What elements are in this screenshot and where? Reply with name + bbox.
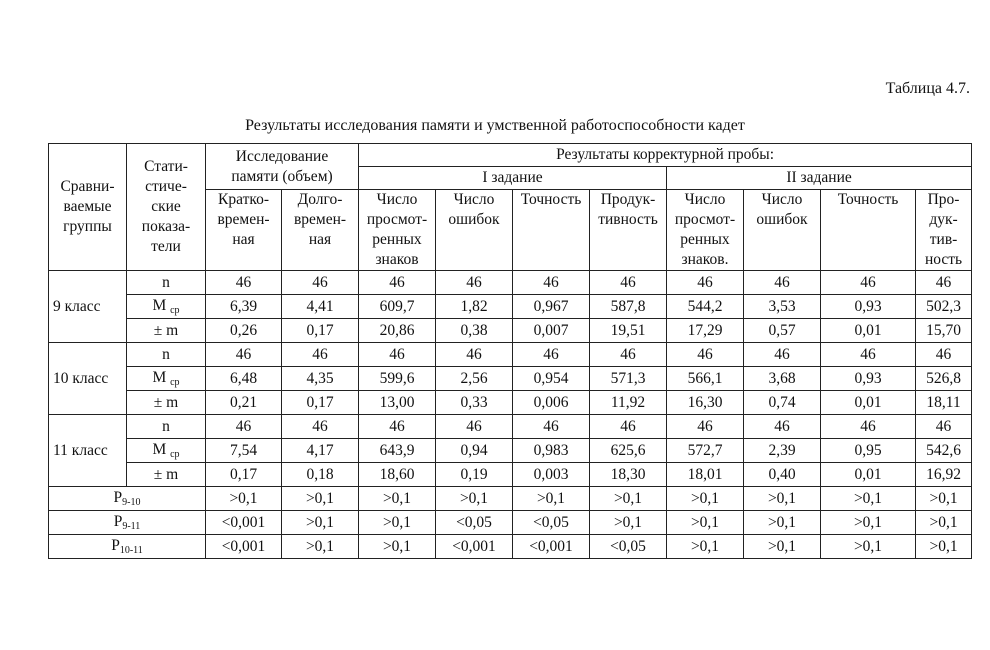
stat-label-text: ± m <box>153 393 179 411</box>
p-value-cell: >0,1 <box>821 535 916 559</box>
table-cell: 544,2 <box>667 295 744 319</box>
table-cell: 46 <box>916 415 972 439</box>
stat-label-text: n <box>162 273 170 291</box>
table-cell: 17,29 <box>667 319 744 343</box>
table-cell: 0,983 <box>513 439 590 463</box>
stat-label <box>127 271 206 295</box>
p-value-row <box>49 487 972 511</box>
stat-label <box>127 343 206 367</box>
header-t1-productivity: Продук- тивность <box>590 190 667 271</box>
table-cell: 0,93 <box>821 367 916 391</box>
p-value-cell: >0,1 <box>436 487 513 511</box>
table-cell: 4,35 <box>282 367 359 391</box>
p-value-cell: >0,1 <box>206 487 282 511</box>
table-cell: 13,00 <box>359 391 436 415</box>
table-cell: 572,7 <box>667 439 744 463</box>
table-cell: 0,94 <box>436 439 513 463</box>
header-t1-accuracy: Точность <box>513 190 590 271</box>
header-stats: Стати- стиче- ские показа- тели <box>127 144 206 271</box>
table-number: Таблица 4.7. <box>885 80 970 97</box>
p-value-cell: >0,1 <box>744 487 821 511</box>
p-value-cell: >0,1 <box>667 535 744 559</box>
stat-label <box>127 439 206 463</box>
table-cell: 599,6 <box>359 367 436 391</box>
header-task2: II задание <box>667 167 972 190</box>
table-cell: 0,967 <box>513 295 590 319</box>
table-row <box>49 439 972 463</box>
table-cell: 16,92 <box>916 463 972 487</box>
table-body <box>49 271 972 559</box>
stat-label-subscript: ср <box>170 376 180 388</box>
table-cell: 46 <box>667 271 744 295</box>
stat-label <box>127 391 206 415</box>
table-cell: 6,39 <box>206 295 282 319</box>
table-cell: 20,86 <box>359 319 436 343</box>
p-value-cell: >0,1 <box>821 487 916 511</box>
table-row <box>49 271 972 295</box>
stat-label-text: М <box>152 296 167 314</box>
p-value-cell: >0,1 <box>667 487 744 511</box>
table-cell: 0,95 <box>821 439 916 463</box>
results-table <box>48 143 972 559</box>
header-t1-viewed: Число просмот- ренных знаков <box>359 190 436 271</box>
p-value-cell: >0,1 <box>282 511 359 535</box>
table-cell: 4,41 <box>282 295 359 319</box>
table-row <box>49 415 972 439</box>
stat-label-text: n <box>162 345 170 363</box>
table-cell: 46 <box>513 271 590 295</box>
table-cell: 3,68 <box>744 367 821 391</box>
stat-label-text: М <box>152 368 167 386</box>
table-cell: 0,57 <box>744 319 821 343</box>
table-cell: 643,9 <box>359 439 436 463</box>
p-value-cell: <0,05 <box>513 511 590 535</box>
table-cell: 18,11 <box>916 391 972 415</box>
p-value-label <box>49 487 206 511</box>
table-row <box>49 463 972 487</box>
table-cell: 19,51 <box>590 319 667 343</box>
table-cell: 0,01 <box>821 391 916 415</box>
table-cell: 526,8 <box>916 367 972 391</box>
table-row <box>49 319 972 343</box>
table-cell: 11,92 <box>590 391 667 415</box>
table-cell: 0,19 <box>436 463 513 487</box>
p-value-cell: >0,1 <box>282 535 359 559</box>
p-value-cell: <0,001 <box>206 535 282 559</box>
table-cell: 46 <box>667 415 744 439</box>
header-t2-viewed: Число просмот- ренных знаков. <box>667 190 744 271</box>
table-cell: 0,01 <box>821 463 916 487</box>
header-t1-errors: Число ошибок <box>436 190 513 271</box>
table-cell: 0,21 <box>206 391 282 415</box>
table-cell: 4,17 <box>282 439 359 463</box>
table-cell: 46 <box>744 415 821 439</box>
table-cell: 566,1 <box>667 367 744 391</box>
p-label-subscript: 10-11 <box>119 544 143 556</box>
p-value-cell: >0,1 <box>590 487 667 511</box>
stat-label <box>127 367 206 391</box>
table-cell: 0,18 <box>282 463 359 487</box>
table-cell: 0,007 <box>513 319 590 343</box>
table-cell: 625,6 <box>590 439 667 463</box>
table-cell: 1,82 <box>436 295 513 319</box>
table-cell: 18,30 <box>590 463 667 487</box>
p-value-cell: >0,1 <box>590 511 667 535</box>
table-cell: 0,74 <box>744 391 821 415</box>
table-row <box>49 295 972 319</box>
group-label: 11 класс <box>49 415 127 487</box>
table-cell: 587,8 <box>590 295 667 319</box>
p-value-cell: >0,1 <box>359 535 436 559</box>
table-cell: 0,954 <box>513 367 590 391</box>
table-cell: 18,01 <box>667 463 744 487</box>
table-cell: 46 <box>667 343 744 367</box>
p-value-cell: >0,1 <box>916 535 972 559</box>
p-value-label <box>49 535 206 559</box>
p-value-cell: >0,1 <box>513 487 590 511</box>
p-label-text: P <box>113 512 123 530</box>
stat-label-text: ± m <box>153 321 179 339</box>
stat-label <box>127 319 206 343</box>
p-value-cell: <0,001 <box>436 535 513 559</box>
header-groups: Сравни- ваемые группы <box>49 144 127 271</box>
p-value-cell: >0,1 <box>916 511 972 535</box>
header-t2-accuracy: Точность <box>821 190 916 271</box>
header-task1: I задание <box>359 167 667 190</box>
stat-label-subscript: ср <box>170 304 180 316</box>
stat-label <box>127 463 206 487</box>
table-cell: 46 <box>359 271 436 295</box>
table-cell: 0,40 <box>744 463 821 487</box>
p-label-text: P <box>113 488 123 506</box>
table-cell: 3,53 <box>744 295 821 319</box>
group-label: 10 класс <box>49 343 127 415</box>
table-cell: 0,17 <box>282 391 359 415</box>
header-short-term: Кратко- времен- ная <box>206 190 282 271</box>
stat-label <box>127 415 206 439</box>
p-value-cell: >0,1 <box>282 487 359 511</box>
table-cell: 0,33 <box>436 391 513 415</box>
table-cell: 46 <box>206 343 282 367</box>
table-cell: 46 <box>916 271 972 295</box>
p-value-cell: >0,1 <box>916 487 972 511</box>
table-cell: 571,3 <box>590 367 667 391</box>
p-value-cell: >0,1 <box>667 511 744 535</box>
table-cell: 46 <box>590 271 667 295</box>
table-cell: 0,17 <box>282 319 359 343</box>
table-cell: 502,3 <box>916 295 972 319</box>
table-row <box>49 343 972 367</box>
table-cell: 46 <box>359 343 436 367</box>
p-value-cell: >0,1 <box>744 535 821 559</box>
table-cell: 46 <box>513 415 590 439</box>
header-memory: Исследование памяти (объем) <box>206 144 359 190</box>
table-title: Результаты исследования памяти и умственной работоспособности кадет <box>245 117 745 134</box>
stat-label <box>127 295 206 319</box>
stat-label-subscript: ср <box>170 448 180 460</box>
table-row <box>49 367 972 391</box>
stat-label-text: n <box>162 417 170 435</box>
table-cell: 46 <box>282 415 359 439</box>
group-label: 9 класс <box>49 271 127 343</box>
p-label-subscript: 9-10 <box>122 496 141 508</box>
table-cell: 46 <box>436 271 513 295</box>
header-t2-errors: Число ошибок <box>744 190 821 271</box>
table-row <box>49 391 972 415</box>
table-cell: 46 <box>206 271 282 295</box>
table-cell: 7,54 <box>206 439 282 463</box>
table-cell: 46 <box>436 343 513 367</box>
table-cell: 46 <box>206 415 282 439</box>
table-cell: 0,93 <box>821 295 916 319</box>
table-cell: 0,26 <box>206 319 282 343</box>
table-cell: 46 <box>590 415 667 439</box>
p-value-cell: >0,1 <box>744 511 821 535</box>
table-cell: 46 <box>282 343 359 367</box>
p-value-label <box>49 511 206 535</box>
stat-label-text: ± m <box>153 465 179 483</box>
table-cell: 46 <box>821 415 916 439</box>
p-value-cell: >0,1 <box>359 511 436 535</box>
p-value-cell: <0,05 <box>590 535 667 559</box>
table-cell: 16,30 <box>667 391 744 415</box>
table-cell: 6,48 <box>206 367 282 391</box>
p-value-cell: <0,001 <box>206 511 282 535</box>
table-cell: 46 <box>821 271 916 295</box>
p-value-cell: >0,1 <box>821 511 916 535</box>
table-cell: 2,39 <box>744 439 821 463</box>
table-cell: 46 <box>916 343 972 367</box>
table-cell: 46 <box>821 343 916 367</box>
p-label-subscript: 9-11 <box>122 520 141 532</box>
table-cell: 46 <box>744 343 821 367</box>
table-cell: 46 <box>282 271 359 295</box>
table-cell: 0,17 <box>206 463 282 487</box>
table-cell: 18,60 <box>359 463 436 487</box>
p-value-row <box>49 535 972 559</box>
table-cell: 0,01 <box>821 319 916 343</box>
table-cell: 0,003 <box>513 463 590 487</box>
stat-label-text: М <box>152 440 167 458</box>
p-label-text: P <box>111 536 120 554</box>
p-value-cell: <0,05 <box>436 511 513 535</box>
p-value-cell: >0,1 <box>359 487 436 511</box>
header-t2-productivity: Про- дук- тив- ность <box>916 190 972 271</box>
table-cell: 0,38 <box>436 319 513 343</box>
table-cell: 0,006 <box>513 391 590 415</box>
table-cell: 15,70 <box>916 319 972 343</box>
p-value-cell: <0,001 <box>513 535 590 559</box>
table-cell: 609,7 <box>359 295 436 319</box>
table-cell: 46 <box>513 343 590 367</box>
table-cell: 46 <box>744 271 821 295</box>
table-cell: 46 <box>436 415 513 439</box>
header-long-term: Долго- времен- ная <box>282 190 359 271</box>
p-value-row <box>49 511 972 535</box>
table-cell: 2,56 <box>436 367 513 391</box>
table-cell: 542,6 <box>916 439 972 463</box>
table-cell: 46 <box>359 415 436 439</box>
header-proof: Результаты корректурной пробы: <box>359 144 972 167</box>
table-cell: 46 <box>590 343 667 367</box>
